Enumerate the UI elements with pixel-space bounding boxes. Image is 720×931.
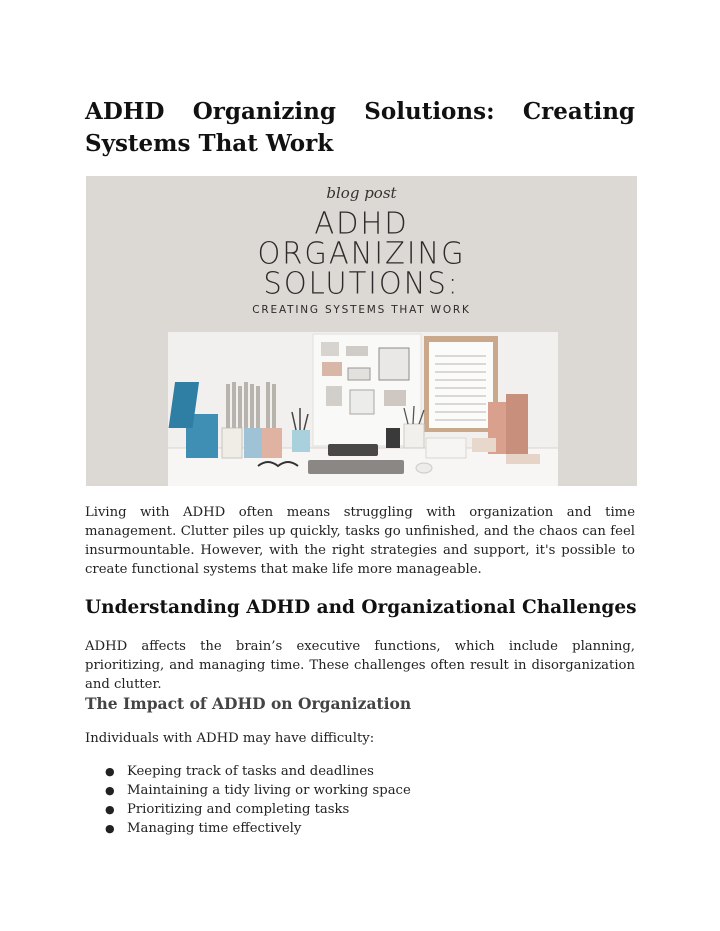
list-item: ● Prioritizing and completing tasks: [105, 802, 350, 817]
bullet-icon: ●: [105, 784, 115, 797]
hero-tag: blog post: [326, 184, 397, 202]
hero-heading-line-3: SOLUTIONS:: [263, 265, 460, 301]
page-title: ADHD Organizing Solutions: Creating Systems That Work: [85, 98, 635, 157]
section-heading-impact: The Impact of ADHD on Organization: [85, 694, 412, 713]
hero-subtitle: CREATING SYSTEMS THAT WORK: [252, 304, 471, 316]
hero-image: [86, 176, 637, 486]
hero-heading-line-1: ADHD: [314, 205, 409, 241]
hero-heading-line-2: ORGANIZING: [257, 235, 466, 271]
bullet-icon: ●: [105, 803, 115, 816]
intro-paragraph: Living with ADHD often means struggling with organization and time management. Clutter piles up quickly, tasks go unfinished, and the chaos can feel insurmountable. However, with the right strategies and support, it's possible to create functional systems that make life more manageable.: [85, 505, 635, 577]
difficulty-list: [85, 762, 411, 838]
challenges-paragraph: ADHD affects the brain’s executive functions, which include planning, prioritizing, and managing time. These challenges often result in disorganization and clutter.: [85, 639, 635, 692]
bullet-icon: ●: [105, 765, 115, 778]
list-item: ● Maintaining a tidy living or working space: [105, 783, 411, 798]
section-heading-challenges: Understanding ADHD and Organizational Challenges: [85, 597, 637, 618]
impact-lead: Individuals with ADHD may have difficulty:: [85, 731, 375, 746]
bullet-icon: ●: [105, 822, 115, 835]
list-item: ● Managing time effectively: [105, 821, 302, 836]
list-item: ● Keeping track of tasks and deadlines: [105, 764, 374, 779]
